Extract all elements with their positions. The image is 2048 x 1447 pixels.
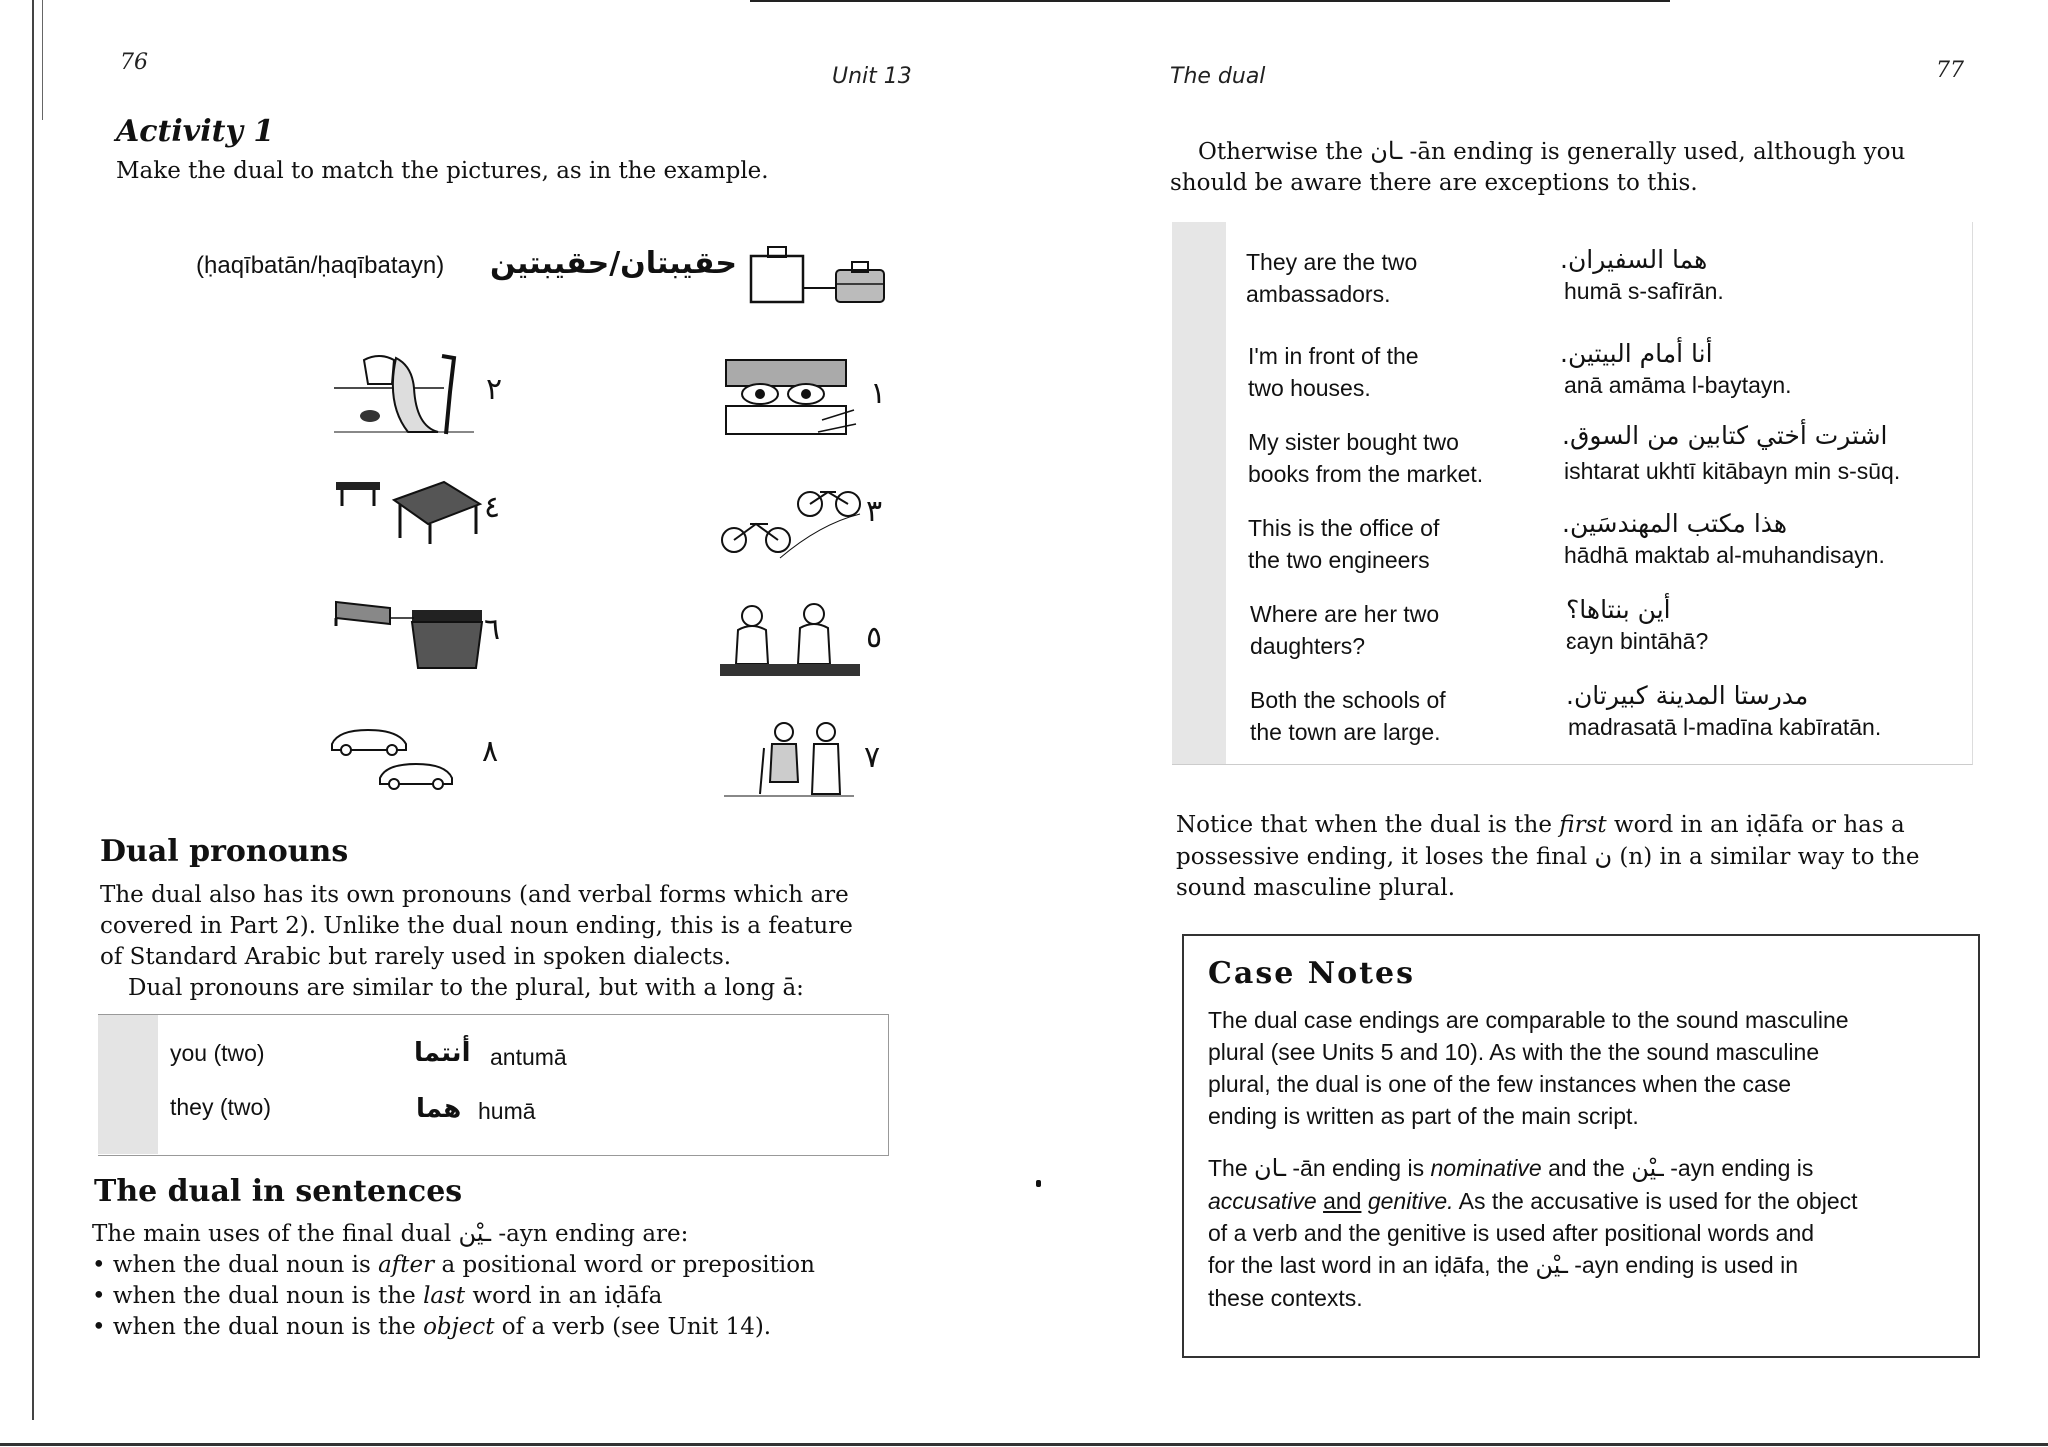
picture-4-tables — [334, 472, 484, 548]
picture-number: ٥ — [866, 620, 883, 655]
text-span: -ayn ending is used in — [1574, 1252, 1799, 1278]
example-transliteration: (ḥaqībatān/ḥaqībatayn) — [196, 252, 445, 279]
paragraph-line: covered in Part 2). Unlike the dual noun ending, this is a feature — [100, 913, 853, 939]
arabic-ending: ـان — [1254, 1155, 1286, 1182]
english-line: books from the market. — [1248, 461, 1484, 487]
page-number-right: 77 — [1936, 58, 1964, 83]
pronoun-english: you (two) — [170, 1040, 265, 1066]
english-line: ambassadors. — [1246, 281, 1391, 307]
pronoun-translit: humā — [478, 1098, 536, 1124]
picture-3-bicycles — [720, 484, 870, 560]
example-transliteration: hādhā maktab al-muhandisayn. — [1564, 542, 1885, 568]
underlined-word: and — [1323, 1188, 1362, 1214]
case-notes-title: Case Notes — [1208, 956, 1416, 991]
text-span: word in an iḍāfa or has a — [1606, 812, 1905, 838]
pronoun-arabic: هما — [416, 1094, 462, 1124]
arabic-letter: ن — [1594, 842, 1613, 870]
pronoun-arabic: أنتما — [414, 1038, 471, 1068]
picture-number: ٦ — [484, 612, 501, 647]
text-span: Otherwise the — [1198, 139, 1363, 165]
case-line: ending is written as part of the main script. — [1208, 1103, 1639, 1129]
paragraph-line: of Standard Arabic but rarely used in spoken dialects. — [100, 944, 732, 970]
case-line: of a verb and the genitive is used after positional words and — [1208, 1220, 1815, 1246]
example-transliteration: ɛayn bintāhā? — [1566, 628, 1709, 654]
text-span: The — [1208, 1155, 1248, 1181]
emphasis: nominative — [1430, 1155, 1542, 1181]
english-line: two houses. — [1248, 375, 1371, 401]
bullet-item — [92, 1312, 912, 1343]
case-line: plural (see Units 5 and 10). As with the the sound masculine — [1208, 1039, 1820, 1065]
dual-sentences-heading: The dual in sentences — [94, 1174, 463, 1209]
example-english — [1248, 512, 1439, 576]
text-span: possessive ending, it loses the final — [1176, 844, 1588, 870]
text-span: and the — [1548, 1155, 1625, 1181]
picture-number: ٤ — [484, 490, 501, 525]
text-span: As the accusative is used for the object — [1458, 1188, 1858, 1214]
arabic-ending: ـيْن — [1535, 1252, 1568, 1279]
paragraph-line: Dual pronouns are similar to the plural, but with a long ā: — [128, 975, 804, 1001]
paragraph-line: The dual also has its own pronouns (and verbal forms which are — [100, 882, 849, 908]
picture-2-trees — [334, 352, 484, 436]
picture-8-cars — [328, 720, 478, 792]
example-arabic-sentence: هذا مكتب المهندسَين. — [1562, 509, 1788, 538]
example-english — [1248, 340, 1419, 404]
page-number-left: 76 — [120, 50, 148, 75]
english-line: I'm in front of the — [1248, 343, 1419, 369]
example-english — [1250, 684, 1446, 748]
picture-number: ٨ — [482, 734, 499, 769]
page-edge-line — [32, 0, 34, 1420]
dual-pronouns-paragraph — [100, 880, 900, 1004]
text-span: a positional word or preposition — [434, 1252, 815, 1278]
scan-top-edge — [750, 0, 1670, 2]
emphasis: last — [423, 1283, 466, 1309]
case-line — [1208, 1185, 1978, 1217]
example-arabic-sentence: أنا أمام البيتين. — [1560, 339, 1713, 368]
text-span: -ān ending is — [1292, 1155, 1425, 1181]
case-notes-paragraph-1 — [1208, 1004, 1968, 1132]
pronoun-english: they (two) — [170, 1094, 271, 1120]
text-span: word in an iḍāfa — [465, 1283, 663, 1309]
notice-line — [1176, 841, 1976, 873]
example-transliteration: ishtarat ukhtī kitābayn min s-sūq. — [1564, 458, 1901, 484]
arabic-ending: ـيْن — [458, 1219, 492, 1247]
running-head-left: Unit 13 — [832, 64, 912, 89]
english-line: the town are large. — [1250, 719, 1441, 745]
case-line — [1208, 1249, 1978, 1282]
example-arabic-sentence: أين بنتاها؟ — [1566, 595, 1671, 624]
text-span: -ān ending is generally used, although you — [1409, 139, 1906, 165]
english-line: daughters? — [1250, 633, 1366, 659]
activity-title: Activity 1 — [116, 114, 275, 149]
stray-mark — [1036, 1180, 1041, 1187]
running-head-right: The dual — [1170, 64, 1266, 89]
picture-7-old-men — [714, 718, 864, 800]
pronoun-translit: antumā — [490, 1044, 567, 1070]
english-line: They are the two — [1246, 249, 1418, 275]
case-notes-paragraph-2 — [1208, 1152, 1978, 1314]
emphasis: after — [378, 1252, 435, 1278]
example-arabic-sentence: مدرستا المدينة كبيرتان. — [1566, 681, 1809, 710]
pronoun-table-box — [98, 1014, 889, 1156]
intro-line — [92, 1218, 912, 1250]
text-span: • when the dual noun is the — [92, 1314, 424, 1340]
picture-number: ٣ — [866, 494, 883, 529]
example-transliteration: humā s-safīrān. — [1564, 278, 1724, 304]
bullet-item — [92, 1250, 912, 1281]
intro-line — [1170, 136, 1970, 168]
case-line: plural, the dual is one of the few instances when the case — [1208, 1071, 1792, 1097]
case-line — [1208, 1152, 1978, 1185]
english-line: My sister bought two — [1248, 429, 1459, 455]
example-english — [1246, 246, 1417, 310]
notice-line — [1176, 810, 1976, 841]
emphasis: first — [1559, 812, 1607, 838]
activity-instruction: Make the dual to match the pictures, as in the example. — [116, 158, 769, 184]
text-span: for the last word in an iḍāfa, the — [1208, 1252, 1529, 1278]
example-transliteration: anā amāma l-baytayn. — [1564, 372, 1792, 398]
example-arabic-sentence: اشترت أختي كتابين من السوق. — [1562, 421, 1888, 450]
picture-6-beds — [330, 594, 490, 676]
arabic-ending: ـان — [1370, 137, 1403, 165]
picture-1-eyes — [722, 356, 862, 438]
example-english — [1248, 426, 1483, 490]
text-span: • when the dual noun is — [92, 1252, 379, 1278]
two-bags-picture — [748, 244, 890, 312]
text-span: (n) in a similar way to the — [1619, 844, 1920, 870]
text-span: • when the dual noun is the — [92, 1283, 424, 1309]
example-english — [1250, 598, 1439, 662]
bullet-item — [92, 1281, 912, 1312]
emphasis: accusative — [1208, 1188, 1317, 1214]
text-span: Notice that when the dual is the — [1176, 812, 1560, 838]
arabic-ending: ـيْن — [1631, 1155, 1664, 1182]
emphasis: object — [423, 1314, 495, 1340]
page-edge-line — [42, 0, 43, 120]
text-span: -ayn ending is — [1670, 1155, 1814, 1181]
english-line: Where are her two — [1250, 601, 1440, 627]
case-line: these contexts. — [1208, 1285, 1363, 1311]
intro-line: should be aware there are exceptions to this. — [1170, 170, 1698, 196]
example-transliteration: madrasatā l-madīna kabīratān. — [1568, 714, 1882, 740]
text-span: The main uses of the final dual — [92, 1221, 452, 1247]
dual-pronouns-heading: Dual pronouns — [100, 834, 349, 869]
english-line: Both the schools of — [1250, 687, 1446, 713]
text-span: of a verb (see Unit 14). — [494, 1314, 772, 1340]
example-arabic-sentence: هما السفيران. — [1560, 245, 1708, 274]
picture-number: ٢ — [486, 372, 503, 407]
case-line: The dual case endings are comparable to the sound masculine — [1208, 1007, 1849, 1033]
notice-paragraph — [1176, 810, 1976, 904]
emphasis: genitive. — [1367, 1188, 1454, 1214]
example-arabic: حقيبتان/حقيبتين — [490, 246, 737, 281]
scan-bottom-edge — [0, 1443, 2048, 1446]
english-line: the two engineers — [1248, 547, 1430, 573]
notice-line: sound masculine plural. — [1176, 875, 1456, 901]
right-intro-paragraph — [1170, 136, 1970, 199]
picture-number: ٧ — [864, 740, 881, 775]
picture-number: ١ — [870, 376, 887, 411]
english-line: This is the office of — [1248, 515, 1440, 541]
dual-sentences-text — [92, 1218, 912, 1343]
text-span: -ayn ending are: — [498, 1221, 689, 1247]
picture-5-girls — [718, 600, 868, 680]
